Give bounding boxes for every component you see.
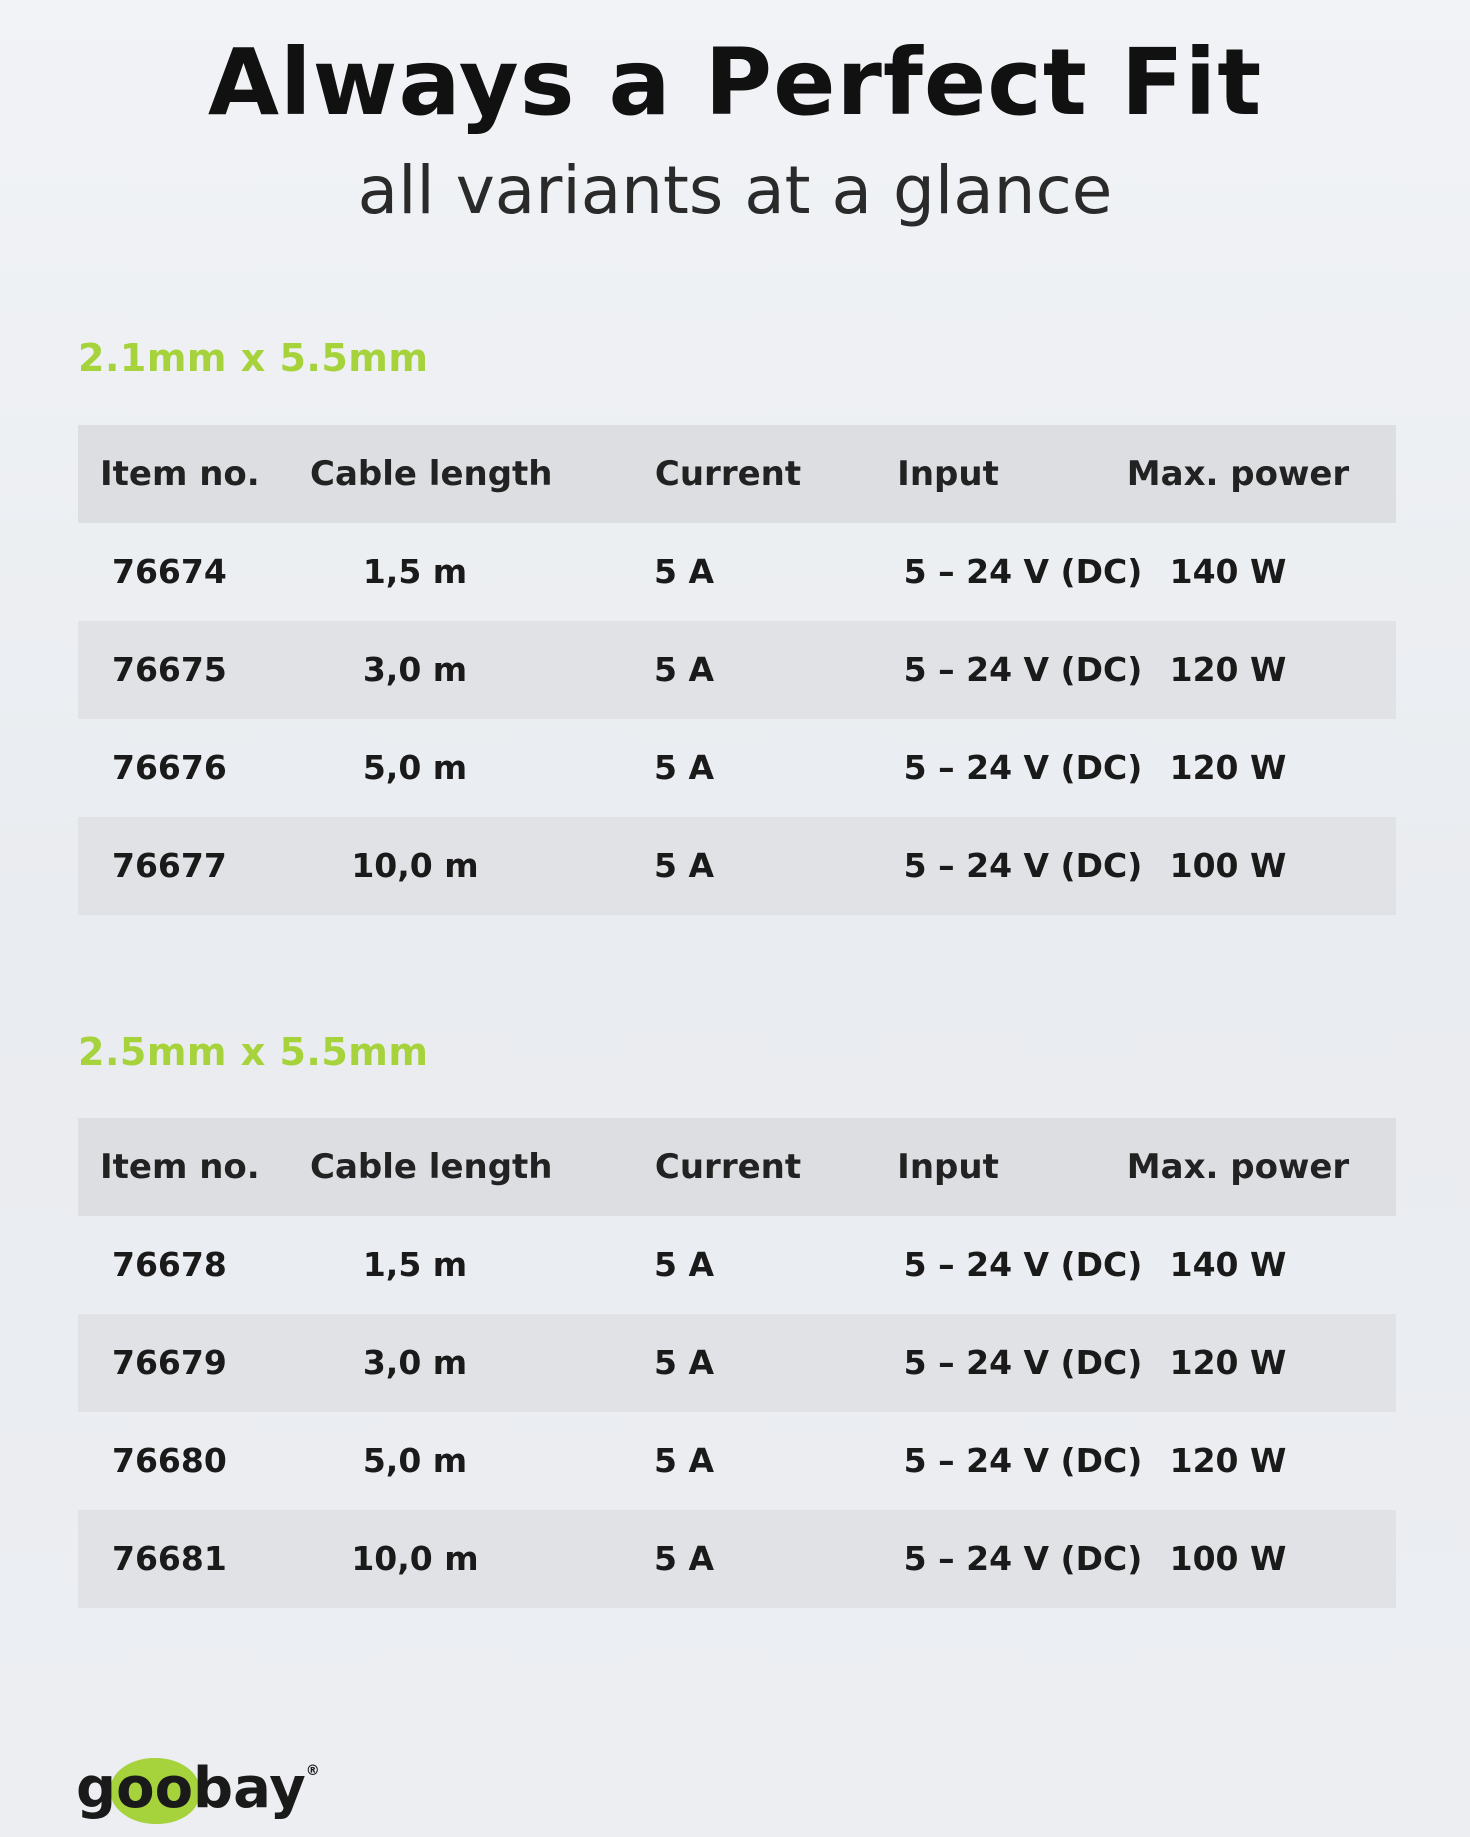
table-header-row bbox=[78, 425, 1396, 523]
logo-prefix: g bbox=[76, 1755, 117, 1821]
max-power-cell: 120 W bbox=[1169, 650, 1287, 689]
cable-length-cell: 1,5 m bbox=[362, 552, 468, 591]
cable-length-cell: 10,0 m bbox=[351, 1539, 479, 1578]
cable-length-cell: 3,0 m bbox=[362, 1343, 468, 1382]
max-power-cell: 140 W bbox=[1169, 552, 1287, 591]
current-cell: 5 A bbox=[654, 748, 714, 787]
table-row bbox=[78, 1216, 1396, 1314]
input-cell: 5 – 24 V (DC) bbox=[903, 1245, 1143, 1284]
section-title-2: 2.5mm x 5.5mm bbox=[78, 1030, 429, 1074]
current-cell: 5 A bbox=[654, 1539, 714, 1578]
variants-table-1 bbox=[78, 425, 1396, 915]
current-cell: 5 A bbox=[654, 846, 714, 885]
logo-highlight bbox=[116, 1754, 193, 1824]
column-header-input: Input bbox=[897, 454, 999, 494]
cable-length-cell: 5,0 m bbox=[362, 1441, 468, 1480]
input-cell: 5 – 24 V (DC) bbox=[903, 846, 1143, 885]
section-title-1: 2.1mm x 5.5mm bbox=[78, 336, 429, 380]
table-row bbox=[78, 1510, 1396, 1608]
cable-length-cell: 5,0 m bbox=[362, 748, 468, 787]
column-header-max-power: Max. power bbox=[1126, 1147, 1350, 1187]
page-subtitle: all variants at a glance bbox=[357, 152, 1113, 229]
item-no-cell: 76675 bbox=[112, 650, 227, 689]
input-cell: 5 – 24 V (DC) bbox=[903, 748, 1143, 787]
input-cell: 5 – 24 V (DC) bbox=[903, 1343, 1143, 1382]
table-row bbox=[78, 1412, 1396, 1510]
column-header-current: Current bbox=[654, 454, 802, 494]
cable-length-cell: 3,0 m bbox=[362, 650, 468, 689]
column-header-current: Current bbox=[654, 1147, 802, 1187]
item-no-cell: 76677 bbox=[112, 846, 227, 885]
goobay-logo bbox=[76, 1748, 320, 1821]
input-cell: 5 – 24 V (DC) bbox=[903, 650, 1143, 689]
page-title: Always a Perfect Fit bbox=[207, 29, 1263, 136]
column-header-max-power: Max. power bbox=[1126, 454, 1350, 494]
table-header-row bbox=[78, 1118, 1396, 1216]
input-cell: 5 – 24 V (DC) bbox=[903, 1441, 1143, 1480]
current-cell: 5 A bbox=[654, 1343, 714, 1382]
item-no-cell: 76678 bbox=[112, 1245, 227, 1284]
current-cell: 5 A bbox=[654, 552, 714, 591]
max-power-cell: 120 W bbox=[1169, 748, 1287, 787]
table-row bbox=[78, 1314, 1396, 1412]
registered-mark: ® bbox=[305, 1763, 320, 1779]
table-row bbox=[78, 817, 1396, 915]
item-no-cell: 76680 bbox=[112, 1441, 227, 1480]
item-no-cell: 76681 bbox=[112, 1539, 227, 1578]
cable-length-cell: 1,5 m bbox=[362, 1245, 468, 1284]
column-header-item-no: Item no. bbox=[100, 454, 260, 494]
input-cell: 5 – 24 V (DC) bbox=[903, 1539, 1143, 1578]
max-power-cell: 100 W bbox=[1169, 846, 1287, 885]
logo-highlight-text: oo bbox=[116, 1755, 194, 1821]
column-header-item-no: Item no. bbox=[100, 1147, 260, 1187]
current-cell: 5 A bbox=[654, 650, 714, 689]
item-no-cell: 76674 bbox=[112, 552, 227, 591]
max-power-cell: 120 W bbox=[1169, 1441, 1287, 1480]
max-power-cell: 120 W bbox=[1169, 1343, 1287, 1382]
column-header-cable-length: Cable length bbox=[310, 454, 553, 494]
item-no-cell: 76676 bbox=[112, 748, 227, 787]
max-power-cell: 100 W bbox=[1169, 1539, 1287, 1578]
variants-table-2 bbox=[78, 1118, 1396, 1608]
current-cell: 5 A bbox=[654, 1245, 714, 1284]
current-cell: 5 A bbox=[654, 1441, 714, 1480]
table-row bbox=[78, 523, 1396, 621]
column-header-input: Input bbox=[897, 1147, 999, 1187]
cable-length-cell: 10,0 m bbox=[351, 846, 479, 885]
table-row bbox=[78, 621, 1396, 719]
table-row bbox=[78, 719, 1396, 817]
item-no-cell: 76679 bbox=[112, 1343, 227, 1382]
input-cell: 5 – 24 V (DC) bbox=[903, 552, 1143, 591]
logo-suffix: bay bbox=[193, 1755, 306, 1821]
max-power-cell: 140 W bbox=[1169, 1245, 1287, 1284]
column-header-cable-length: Cable length bbox=[310, 1147, 553, 1187]
